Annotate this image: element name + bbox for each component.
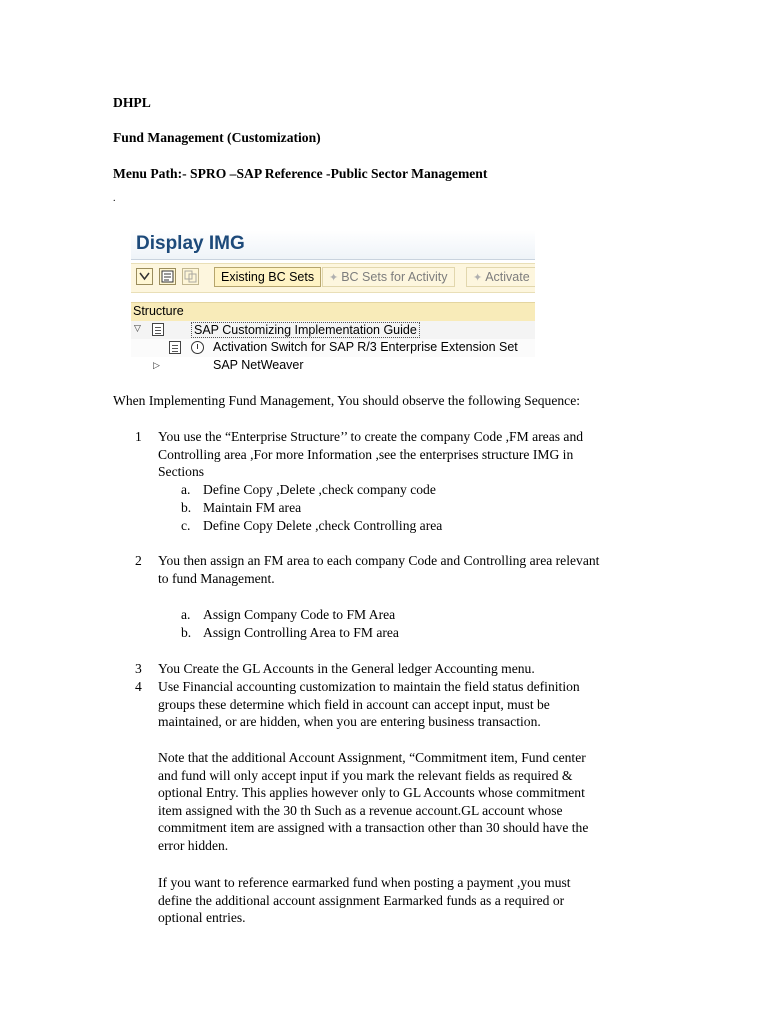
list-text: Define Copy ,Delete ,check company code xyxy=(203,482,436,497)
step-number: 3 xyxy=(135,661,142,676)
sap-title: Display IMG xyxy=(136,233,245,254)
copy-icon[interactable] xyxy=(182,268,199,285)
step-3-text xyxy=(158,660,535,678)
list-letter: a. xyxy=(181,482,191,497)
tree-item-label[interactable]: Activation Switch for SAP R/3 Enterprise Extension Set xyxy=(213,340,518,354)
step-number: 4 xyxy=(135,679,142,694)
text-line: optional Entry. This applies however only to GL Accounts whose commitment xyxy=(158,785,585,801)
text-line: define the additional account assignment Earmarked funds as a required or xyxy=(158,892,565,908)
stray-dot: . xyxy=(113,193,116,204)
earmarked-paragraph xyxy=(158,874,571,927)
intro-text: When Implementing Fund Management, You should observe the following Sequence: xyxy=(113,393,581,408)
list-text: Maintain FM area xyxy=(203,500,302,515)
text-line: You use the “Enterprise Structure’’ to create the company Code ,FM areas and xyxy=(158,429,584,444)
text-line: optional entries. xyxy=(158,910,246,926)
document-company: DHPL xyxy=(113,95,151,110)
step-number: 2 xyxy=(135,553,142,568)
expand-triangle-icon[interactable]: ▷ xyxy=(153,360,160,370)
step-2-text xyxy=(158,552,599,587)
activate-icon: ✦ xyxy=(473,272,483,284)
list-letter: a. xyxy=(181,607,191,622)
text-line: groups these determine which field in account can accept input, must be xyxy=(158,696,550,712)
text-line: Note that the additional Account Assignment, “Commitment item, Fund center xyxy=(158,750,586,765)
text-line: Use Financial accounting customization to maintain the field status definition xyxy=(158,679,580,694)
list-text: Define Copy Delete ,check Controlling area xyxy=(203,518,443,533)
menu-path: Menu Path:- SPRO –SAP Reference -Public Sector Management xyxy=(113,166,488,181)
expand-icon[interactable] xyxy=(136,268,153,285)
text-line: Controlling area ,For more Information ,see the enterprises structure IMG in xyxy=(158,446,574,462)
collapse-triangle-icon[interactable]: ▽ xyxy=(134,323,141,333)
text-line: commitment item are assigned with a transaction other than 30 should have the xyxy=(158,820,589,836)
documentation-icon[interactable] xyxy=(159,268,176,285)
list-item xyxy=(181,606,395,624)
activate-label: Activate xyxy=(485,270,530,284)
text-line: Sections xyxy=(158,464,205,480)
list-item xyxy=(181,499,301,517)
sap-display-img-screenshot xyxy=(131,230,535,376)
document-subtitle: Fund Management (Customization) xyxy=(113,130,321,145)
note-paragraph xyxy=(158,749,588,855)
clock-icon[interactable] xyxy=(191,341,204,354)
bc-set-icon: ✦ xyxy=(329,272,339,284)
list-item xyxy=(181,481,436,499)
text-line: error hidden. xyxy=(158,837,229,853)
text-line: and fund will only accept input if you mark the relevant fields as required & xyxy=(158,767,573,783)
list-item xyxy=(181,517,442,535)
text-line: maintained, or are hidden, when you are entering business transaction. xyxy=(158,714,541,730)
step-1-text xyxy=(158,428,583,481)
list-text: Assign Controlling Area to FM area xyxy=(203,625,399,640)
tree-row-implementation-guide[interactable] xyxy=(131,321,535,339)
tree-row-netweaver[interactable] xyxy=(131,357,535,375)
document-icon xyxy=(152,323,164,336)
sap-toolbar xyxy=(131,263,535,293)
list-letter: b. xyxy=(181,500,192,515)
existing-bc-sets-button[interactable]: Existing BC Sets xyxy=(214,267,321,287)
structure-label: Structure xyxy=(133,304,184,318)
step-4-text xyxy=(158,678,580,731)
text-line: If you want to reference earmarked fund when posting a payment ,you must xyxy=(158,875,571,890)
bc-sets-for-activity-label: BC Sets for Activity xyxy=(341,270,448,284)
tree-item-label[interactable]: SAP Customizing Implementation Guide xyxy=(191,322,420,338)
list-item xyxy=(181,624,399,642)
text-line: You then assign an FM area to each company Code and Controlling area relevant xyxy=(158,553,600,568)
text-line: You Create the GL Accounts in the General ledger Accounting menu. xyxy=(158,661,535,676)
bc-sets-for-activity-button[interactable] xyxy=(322,267,455,287)
activate-button[interactable] xyxy=(466,267,535,287)
sap-title-bar xyxy=(131,230,535,260)
step-number: 1 xyxy=(135,429,142,444)
document-icon xyxy=(169,341,181,354)
list-text: Assign Company Code to FM Area xyxy=(203,607,396,622)
text-line: item assigned with the 30 th Such as a revenue account.GL account whose xyxy=(158,802,563,818)
tree-row-activation-switch[interactable] xyxy=(131,339,535,357)
text-line: to fund Management. xyxy=(158,570,275,586)
tree-item-label[interactable]: SAP NetWeaver xyxy=(213,358,304,372)
list-letter: c. xyxy=(181,518,191,533)
structure-header xyxy=(131,302,535,323)
list-letter: b. xyxy=(181,625,192,640)
